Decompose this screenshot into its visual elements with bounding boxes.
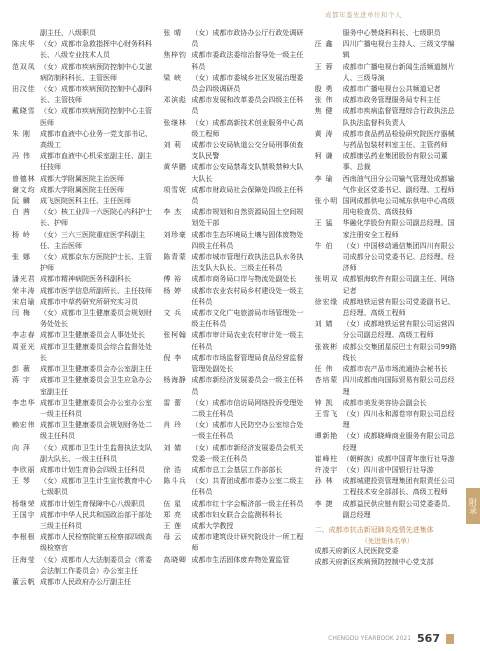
person-title: 成都市商务局口岸与物流处副处长 bbox=[191, 275, 297, 284]
person-title: 成都市公安局禁毒支队禁吸禁种大队大队长 bbox=[191, 163, 304, 183]
list-item bbox=[163, 230, 308, 252]
person-title: （女）成都市新经济发展委员会机关党委一级主任科员 bbox=[191, 443, 304, 463]
list-item bbox=[12, 420, 157, 442]
list-item bbox=[315, 499, 460, 521]
person-name: 刘 莉 bbox=[163, 141, 182, 150]
person-title: 成飞医院医科主任、主任医师 bbox=[40, 197, 131, 206]
list-item bbox=[12, 465, 157, 476]
person-title: 成都市审计局农业农村审计处一级主任科员 bbox=[191, 331, 304, 351]
list-item bbox=[163, 555, 308, 566]
running-header: 成都年鉴先进单位和个人 bbox=[325, 11, 402, 19]
person-name: 周亚光 bbox=[12, 342, 36, 351]
person-title: （女）共青团成都市委办公室二级主任科员 bbox=[191, 477, 304, 497]
person-name: 谭新艳 bbox=[314, 432, 339, 441]
person-name: 钟 凯 bbox=[314, 398, 334, 407]
list-item bbox=[12, 476, 157, 498]
person-name bbox=[315, 28, 343, 39]
person-title: （女）成都市急救指挥中心财务科科长、八级专业技术人员 bbox=[40, 40, 152, 60]
list-item bbox=[163, 185, 308, 207]
person-name: 倪 李 bbox=[163, 353, 182, 362]
person-title: 成都市文化广电旅游局市场管理处一级主任科员 bbox=[191, 309, 304, 329]
person-name: 杨海静 bbox=[163, 376, 187, 385]
list-item bbox=[12, 129, 157, 151]
person-title: （女）成都市信访局网络投诉受理处二级主任科员 bbox=[191, 398, 304, 418]
person-name bbox=[12, 28, 40, 39]
person-name: 王 猛 bbox=[314, 219, 334, 228]
person-name: 焦 健 bbox=[314, 107, 334, 116]
person-name: 母 云 bbox=[163, 533, 182, 542]
person-title: 成都市政务管理服务局专科主任 bbox=[342, 96, 441, 105]
person-title: 成都市卫生健康委员会办公室副主任 bbox=[40, 365, 152, 374]
person-title: （女）成都市疾病预防控制中心主管医师 bbox=[40, 107, 152, 127]
person-title: （朝鲜族）成都中国青年旅行社导游 bbox=[342, 454, 455, 463]
person-title: 成都市人民检察院第五检察部四级高级检察官 bbox=[40, 533, 152, 553]
person-name: 伍 星 bbox=[163, 499, 182, 508]
person-name: 殷 勇 bbox=[314, 85, 334, 94]
person-name: 项雪妮 bbox=[163, 185, 187, 194]
person-title: （女）成都市卫生计生监督执法支队副大队长、一级主任科员 bbox=[40, 443, 152, 463]
list-item bbox=[12, 577, 157, 588]
person-title: 成都市卫生健康委员会办公室办公室一级主任科员 bbox=[40, 398, 152, 418]
person-name: 范双凤 bbox=[12, 62, 36, 71]
person-title: 成都市生态环境局土壤与固体废物处四级主任科员 bbox=[191, 230, 304, 250]
person-title: 成都市血液中心业务一党支部书记、高级工 bbox=[40, 129, 152, 150]
person-title: 成都市广播电视台新闻生活频道制片人、三级导演 bbox=[342, 62, 455, 82]
person-name: 冯 伟 bbox=[12, 152, 31, 161]
list-item bbox=[315, 364, 460, 375]
person-title: （女）成都市疾病预防控制中心副科长、主管技师 bbox=[40, 85, 152, 105]
person-title: 成都大学附属医院主任医师 bbox=[40, 185, 124, 194]
list-item bbox=[163, 499, 308, 510]
list-item bbox=[163, 50, 308, 72]
person-title: 成都市疾病监督管理综合行政执法总队执法监督科负责人 bbox=[342, 107, 455, 127]
person-name: 汪 鑫 bbox=[314, 40, 334, 49]
person-name: 王 莲 bbox=[163, 521, 182, 530]
person-name: 蒋 宇 bbox=[12, 376, 31, 385]
person-name: 陈青蒙 bbox=[163, 253, 187, 262]
list-item bbox=[315, 465, 460, 476]
person-title: （女）成都市卫生计生宣传教育中心七级职员 bbox=[40, 477, 152, 497]
person-name: 李 杰 bbox=[163, 208, 182, 217]
list-item bbox=[315, 241, 460, 275]
list-item bbox=[163, 162, 308, 184]
person-title: 成都城建投资管理集团有限责任公司工程技术安全部部长、高级工程师 bbox=[342, 477, 455, 497]
person-name: 王 琴 bbox=[12, 477, 31, 486]
list-item bbox=[163, 308, 308, 330]
person-name: 董云帆 bbox=[12, 577, 36, 586]
person-name: 牛 伯 bbox=[314, 241, 334, 250]
list-item bbox=[12, 230, 157, 252]
person-title: 成都市建筑设计研究院设计一所工程师 bbox=[191, 533, 304, 553]
list-item bbox=[315, 409, 460, 431]
section-subtitle: （先进集体名单） bbox=[361, 537, 414, 546]
person-name: 黄 涛 bbox=[314, 129, 334, 138]
person-title: 成都市美发美容协会副会长 bbox=[342, 398, 427, 407]
list-item bbox=[163, 286, 308, 308]
list-item bbox=[163, 140, 308, 162]
list-item bbox=[315, 274, 460, 296]
list-item bbox=[315, 454, 460, 465]
person-title: 成都市财政局社会保障处四级主任科员 bbox=[191, 185, 304, 206]
list-item bbox=[12, 443, 157, 465]
list-item bbox=[12, 398, 157, 420]
list-item bbox=[163, 274, 308, 285]
page-body bbox=[12, 28, 460, 613]
column-3-list bbox=[315, 28, 460, 521]
list-item bbox=[315, 106, 460, 128]
person-title: 成都市卫生健康委员会卫生应急办公室副主任 bbox=[40, 376, 152, 396]
list-item bbox=[163, 443, 308, 465]
list-item bbox=[12, 297, 157, 308]
list-item bbox=[12, 62, 157, 84]
person-title: （女）核工业四一六医院心内科护士长、护师 bbox=[40, 208, 152, 228]
person-title: （女）成都地铁运营有限公司运营四分公司副总经理、高级工程师 bbox=[342, 320, 455, 340]
list-item bbox=[315, 431, 460, 453]
person-name: 杏培蒙 bbox=[314, 376, 339, 385]
person-name: 张小明 bbox=[314, 197, 339, 206]
person-name: 许凌宇 bbox=[314, 465, 339, 474]
list-item bbox=[163, 118, 308, 140]
person-name: 张筱彬 bbox=[314, 342, 339, 351]
list-item bbox=[12, 510, 157, 532]
person-title: （女）成都市卫生健康委员会规划财务处处长 bbox=[40, 309, 152, 329]
person-title: 服务中心赞烧科科长、七级职员 bbox=[342, 29, 441, 37]
person-title: 成都市卫生健康委员会综合监督处处长 bbox=[40, 342, 152, 362]
list-item bbox=[163, 476, 308, 498]
person-title: 成都市血液中心机采室副主任、副主任技师 bbox=[40, 152, 152, 172]
person-title: （女）成都市人民防空办公室综合处一级主任科员 bbox=[191, 421, 304, 441]
list-item bbox=[163, 521, 308, 532]
list-item bbox=[163, 353, 308, 375]
person-title: 成都市计划生育协会四级主任科员 bbox=[40, 465, 145, 474]
person-title: （女）中国移动通信集团四川有限公司成都分公司党委书记、总经理、经济师 bbox=[342, 241, 455, 273]
person-title: （女）四川省中国银行社导游 bbox=[342, 465, 434, 474]
person-title: 成都市公安局轨道公交分局刑事侦查支队民警 bbox=[191, 141, 304, 161]
person-name: 曾德林 bbox=[12, 174, 36, 183]
list-item bbox=[163, 510, 308, 521]
list-item bbox=[12, 207, 157, 229]
collective-item: 成都天府新区疾病预防控制中心党支部 bbox=[314, 558, 434, 567]
person-title: 成都市广播电视台公共频道记者 bbox=[342, 85, 441, 94]
person-name: 张继林 bbox=[163, 118, 187, 127]
person-title: 西南油气田分公司输气管理处成都输气作业区党委书记、副经理、工程师 bbox=[342, 174, 455, 194]
person-title: 成都益民供应链有限公司党委委员、副总经理 bbox=[342, 499, 455, 519]
person-name: 张柯翰 bbox=[163, 331, 187, 340]
section-items bbox=[315, 546, 460, 568]
list-item bbox=[315, 39, 460, 61]
person-title: （女）成都京东方医院护士长、主管护师 bbox=[40, 253, 152, 273]
person-title: 成都市中草药研究所研究实习员 bbox=[40, 297, 138, 306]
person-title: 成都市农业农村局乡村建设处一级主任科员 bbox=[191, 286, 304, 306]
list-item bbox=[163, 73, 308, 95]
person-name: 宋启瑜 bbox=[12, 297, 36, 306]
list-item bbox=[163, 398, 308, 420]
list-item bbox=[163, 532, 308, 554]
person-name: 赖宏伟 bbox=[12, 421, 36, 430]
list-item bbox=[315, 342, 460, 364]
person-title: 成都银海软件有限公司副主任、网络记者 bbox=[342, 275, 455, 295]
person-name: 王雪飞 bbox=[314, 409, 339, 418]
person-title: 成都大学教授 bbox=[191, 521, 234, 530]
person-title: 四川成都南向国际贸易有限公司总经理 bbox=[342, 376, 455, 396]
person-title: 成都市新经济发展委员会一级主任科员 bbox=[191, 376, 304, 396]
person-title: 成都大学附属医院主治医师 bbox=[40, 174, 124, 183]
person-title: 国网成都供电公司城东供电中心高级用电检查员、高级技师 bbox=[342, 197, 455, 217]
person-name: 刘 婧 bbox=[163, 443, 182, 452]
person-name: 傅 裕 bbox=[163, 275, 182, 284]
footer-journal: CHENGDU YEARBOOK 2021 bbox=[328, 635, 412, 642]
list-item bbox=[315, 218, 460, 240]
list-item bbox=[12, 308, 157, 330]
person-name: 向 萍 bbox=[12, 443, 31, 452]
person-name: 陈斗兵 bbox=[163, 477, 187, 486]
person-name: 杨 婷 bbox=[163, 286, 182, 295]
list-item bbox=[315, 28, 460, 39]
list-item bbox=[12, 196, 157, 207]
person-name: 梁 峡 bbox=[163, 73, 182, 82]
person-title: 成都市妇女联合会监测科科长 bbox=[191, 510, 283, 519]
person-name: 陈庆华 bbox=[12, 40, 36, 49]
person-title: 成都市发展和改革委员会四级主任科员 bbox=[191, 96, 304, 116]
person-name: 戴晓雪 bbox=[12, 107, 36, 116]
list-item bbox=[12, 252, 157, 274]
person-name: 张 晴 bbox=[163, 29, 182, 37]
list-item bbox=[315, 375, 460, 397]
list-item bbox=[315, 62, 460, 84]
person-title: （女）成都高新技术创业服务中心高级工程师 bbox=[191, 118, 304, 138]
person-title: （女）四川永和源卷帘有限公司总经理 bbox=[342, 409, 455, 430]
list-item bbox=[12, 84, 157, 106]
person-name: 李根根 bbox=[12, 533, 36, 542]
list-item bbox=[12, 532, 157, 554]
person-name: 文 兵 bbox=[163, 309, 182, 318]
list-item bbox=[315, 151, 460, 173]
list-item bbox=[12, 185, 157, 196]
person-name: 崔峰柱 bbox=[314, 454, 339, 463]
person-title: 副主任、八级职员 bbox=[40, 29, 96, 37]
person-name: 黄华鹏 bbox=[163, 163, 187, 172]
person-name: 张明双 bbox=[314, 275, 339, 284]
person-name: 李欣丽 bbox=[12, 465, 36, 474]
person-name: 焦梓钧 bbox=[163, 51, 187, 60]
person-name: 王 蓉 bbox=[314, 62, 334, 71]
person-title: 成都市委政法委综治督导处一级主任科员 bbox=[191, 51, 304, 71]
person-name: 任 伟 bbox=[314, 365, 334, 374]
person-title: 成都市人民政府办公厅副主任 bbox=[40, 577, 131, 586]
list-item bbox=[163, 375, 308, 397]
person-name: 汪海莹 bbox=[12, 555, 36, 564]
person-name: 白 茜 bbox=[12, 208, 31, 217]
list-item bbox=[12, 28, 157, 39]
person-name: 高晓卿 bbox=[163, 555, 187, 564]
person-title: 成都市总工会基层工作部部长 bbox=[191, 465, 283, 474]
list-item bbox=[163, 28, 308, 50]
person-name: 彭 薇 bbox=[12, 365, 31, 374]
list-item bbox=[163, 465, 308, 476]
person-name: 李志春 bbox=[12, 331, 36, 340]
column-1 bbox=[12, 28, 157, 613]
list-item bbox=[12, 330, 157, 341]
list-item bbox=[12, 499, 157, 510]
person-name: 杨 岭 bbox=[12, 230, 31, 239]
person-title: 成都市卫生健康委员会人事处处长 bbox=[40, 331, 145, 340]
list-item bbox=[12, 286, 157, 297]
list-item bbox=[12, 375, 157, 397]
person-title: 成都市生活固体废弃物处置监管 bbox=[191, 555, 290, 564]
list-item bbox=[163, 420, 308, 442]
person-name: 邓滨彪 bbox=[163, 96, 187, 105]
person-title: 成都市城市管理行政执法总队水务执法支队大队长、三级主任科员 bbox=[191, 253, 304, 273]
footer-bar bbox=[446, 634, 454, 644]
list-item bbox=[315, 196, 460, 218]
person-name: 郑 亮 bbox=[163, 510, 182, 519]
person-name: 荣丰涛 bbox=[12, 286, 36, 295]
person-name: 闫 梅 bbox=[12, 309, 31, 318]
person-title: 成都市精神病院医务科副科长 bbox=[40, 275, 131, 284]
list-item bbox=[12, 364, 157, 375]
column-2 bbox=[163, 28, 308, 613]
person-name: 阮 麟 bbox=[12, 197, 31, 206]
list-item bbox=[315, 84, 460, 95]
person-title: （女）三六三医院重症医学科副主任、主治医师 bbox=[40, 230, 145, 250]
list-item bbox=[12, 274, 157, 285]
person-title: 成都康弘药业集团股份有限公司董事、总裁 bbox=[342, 152, 448, 172]
person-title: （女）成都市人大法制委员会（常委会法制工作委员会）办公室主任 bbox=[40, 555, 152, 575]
list-item bbox=[163, 252, 308, 274]
person-title: 成都公交集团星辰巴士有限公司99路线长 bbox=[342, 342, 457, 362]
person-name: 徐 浩 bbox=[163, 465, 182, 474]
person-title: 四川广播电视台主持人、三级文学编辑 bbox=[342, 40, 455, 60]
list-item bbox=[315, 398, 460, 409]
person-name: 潘光君 bbox=[12, 275, 36, 284]
person-title: 成都市计划生育保障中心八级职员 bbox=[40, 499, 145, 508]
list-item bbox=[163, 330, 308, 352]
person-title: 成都市农产品市场流通协会秘书长 bbox=[342, 365, 448, 374]
column-3 bbox=[315, 28, 460, 613]
person-name: 孙 林 bbox=[314, 477, 334, 486]
person-title: 成都市医学信息所副所长、主任技师 bbox=[40, 286, 152, 295]
list-item bbox=[315, 129, 460, 151]
list-item bbox=[12, 342, 157, 364]
person-name: 谢文均 bbox=[12, 185, 36, 194]
person-title: 成都市市场监督管理局食品经营监督管理处副处长 bbox=[191, 353, 304, 374]
person-name: 雷 蕾 bbox=[163, 398, 182, 407]
section-title: 二、成都市抗击新冠肺炎疫情先进集体 bbox=[314, 525, 434, 534]
list-item bbox=[163, 207, 308, 229]
list-item bbox=[12, 106, 157, 128]
person-title: 华融化学股份有限公司副总经理、国家注册安全工程师 bbox=[342, 219, 455, 239]
person-name: 李 瑜 bbox=[314, 174, 334, 183]
list-item bbox=[12, 39, 157, 61]
person-title: （女）成都市委城乡社区发展治理委员会四级调研员 bbox=[191, 73, 304, 94]
person-name: 柯 谦 bbox=[314, 152, 334, 161]
person-name: 李忠华 bbox=[12, 398, 36, 407]
list-item bbox=[12, 555, 157, 577]
person-title: （女）成都晓峰商业服务有限公司总经理 bbox=[342, 432, 455, 452]
appendix-tab: 附录 bbox=[466, 488, 480, 524]
page-footer bbox=[328, 632, 454, 645]
list-item bbox=[315, 476, 460, 498]
person-name: 朱 刚 bbox=[12, 129, 31, 138]
person-name: 田汶佳 bbox=[12, 85, 36, 94]
list-item bbox=[163, 95, 308, 117]
person-name: 王国宇 bbox=[12, 510, 36, 519]
person-name: 杨继荣 bbox=[12, 499, 36, 508]
person-title: 成都地铁运营有限公司党委副书记、总经理、高级工程师 bbox=[342, 297, 455, 318]
person-title: 成都市食品药品检验研究院医疗器械与药品包装材料室主任、主管药师 bbox=[342, 129, 455, 150]
person-name: 李 捷 bbox=[314, 499, 334, 508]
list-item bbox=[315, 319, 460, 341]
list-item bbox=[315, 297, 460, 319]
list-item bbox=[315, 95, 460, 106]
person-title: （女）成都市疾病预防控制中心艾滋病防制科科长、主管医师 bbox=[40, 62, 152, 82]
person-title: 成都市规划和自然资源局国土空间规划处干部 bbox=[191, 208, 304, 228]
person-name: 张 娜 bbox=[12, 253, 31, 262]
person-name: 张 伟 bbox=[314, 96, 334, 105]
list-item bbox=[315, 174, 460, 196]
person-name: 刘珍豪 bbox=[163, 230, 187, 239]
page-number: 567 bbox=[417, 632, 440, 645]
person-title: 成都市中华人民共和国政治部干部处三级主任科员 bbox=[40, 510, 152, 530]
collective-item: 成都天府新区人民医院党委 bbox=[314, 547, 399, 556]
person-title: （女）成都市政协办公厅行政处调研员 bbox=[191, 29, 304, 49]
person-title: 成都市卫生健康委员会规划财务处二级主任科员 bbox=[40, 421, 152, 441]
person-name: 徐宏缘 bbox=[314, 297, 339, 306]
person-name: 肖 玲 bbox=[163, 421, 182, 430]
person-title: 成都市红十字会赈济部一级主任科员 bbox=[191, 499, 304, 508]
person-name: 刘 婧 bbox=[314, 320, 334, 329]
list-item bbox=[12, 151, 157, 173]
list-item bbox=[12, 174, 157, 185]
